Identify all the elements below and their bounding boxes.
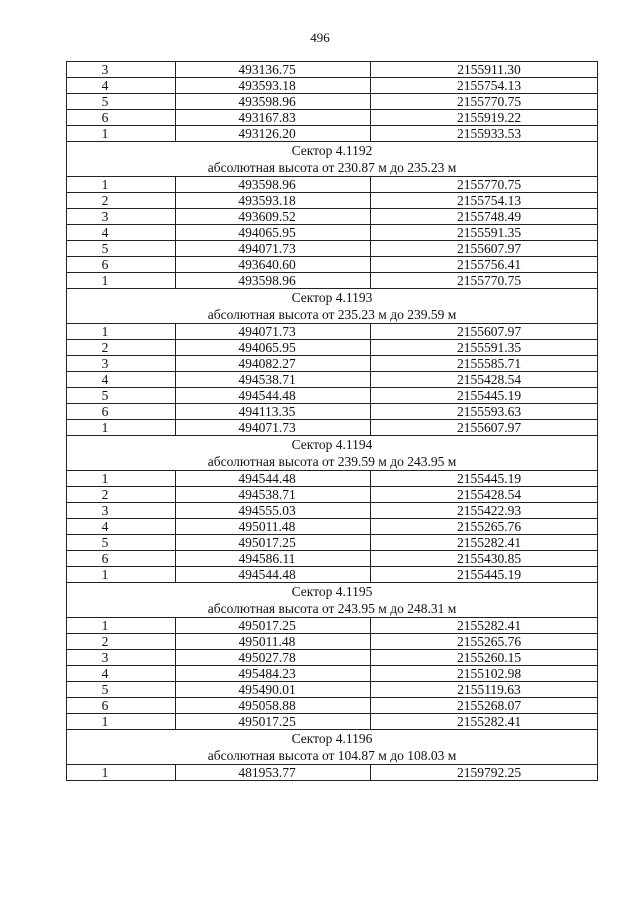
point-number-value: 1 [101,126,109,141]
x-coordinate-cell [176,177,371,193]
point-number-value: 1 [101,273,109,288]
y-coordinate-cell [371,765,598,781]
table-row [67,62,598,78]
point-number-cell [67,126,176,142]
y-coordinate-cell [371,324,598,340]
x-coordinate-value: 494555.03 [238,503,296,518]
coordinates-table-body [67,62,598,781]
point-number-value: 4 [101,519,109,534]
table-row [67,420,598,436]
y-coordinate-cell [371,225,598,241]
y-coordinate-cell [371,650,598,666]
y-coordinate-value: 2155430.85 [456,551,522,566]
sector-title: Сектор 4.1192 [67,142,598,160]
point-number-value: 1 [101,618,109,633]
x-coordinate-cell [176,487,371,503]
point-number-cell [67,209,176,225]
x-coordinate-value: 495011.48 [238,634,296,649]
y-coordinate-cell [371,62,598,78]
x-coordinate-value: 494544.48 [238,471,296,486]
y-coordinate-cell [371,666,598,682]
point-number-cell [67,78,176,94]
y-coordinate-value: 2155428.54 [456,487,522,502]
point-number-cell [67,650,176,666]
y-coordinate-value: 2155756.41 [456,257,522,272]
x-coordinate-cell [176,519,371,535]
sector-title: Сектор 4.1194 [67,436,598,454]
x-coordinate-cell [176,634,371,650]
x-coordinate-cell [176,666,371,682]
point-number-cell [67,698,176,714]
x-coordinate-cell [176,110,371,126]
y-coordinate-cell [371,634,598,650]
point-number-cell [67,503,176,519]
sector-title-row [67,730,598,748]
y-coordinate-cell [371,78,598,94]
y-coordinate-value: 2155282.41 [456,535,522,550]
point-number-value: 6 [101,110,109,125]
x-coordinate-cell [176,324,371,340]
table-row [67,503,598,519]
x-coordinate-value: 494082.27 [238,356,296,371]
point-number-value: 2 [101,193,109,208]
point-number-cell [67,666,176,682]
page-number: 496 [310,30,330,45]
sector-altitude: абсолютная высота от 235.23 м до 239.59 м [67,306,598,324]
point-number-value: 1 [101,471,109,486]
point-number-value: 5 [101,535,109,550]
point-number-cell [67,110,176,126]
y-coordinate-value: 2155591.35 [456,340,522,355]
x-coordinate-cell [176,503,371,519]
table-row [67,78,598,94]
point-number-cell [67,618,176,634]
sector-altitude-row [67,600,598,618]
y-coordinate-value: 2155770.75 [456,94,522,109]
table-row [67,126,598,142]
y-coordinate-value: 2155748.49 [456,209,522,224]
table-row [67,519,598,535]
x-coordinate-cell [176,193,371,209]
y-coordinate-cell [371,110,598,126]
x-coordinate-cell [176,714,371,730]
point-number-value: 1 [101,765,109,780]
x-coordinate-cell [176,241,371,257]
x-coordinate-value: 493126.20 [238,126,296,141]
point-number-cell [67,765,176,781]
table-row [67,209,598,225]
sector-title: Сектор 4.1195 [67,583,598,601]
point-number-value: 3 [101,650,109,665]
table-row [67,273,598,289]
table-row [67,666,598,682]
x-coordinate-cell [176,698,371,714]
sector-altitude-row [67,453,598,471]
point-number-cell [67,241,176,257]
x-coordinate-value: 494538.71 [238,372,296,387]
sector-title: Сектор 4.1196 [67,730,598,748]
point-number-cell [67,388,176,404]
point-number-value: 4 [101,372,109,387]
point-number-cell [67,471,176,487]
point-number-cell [67,340,176,356]
table-row [67,372,598,388]
point-number-value: 3 [101,209,109,224]
point-number-value: 2 [101,634,109,649]
y-coordinate-value: 2155591.35 [456,225,522,240]
sector-title: Сектор 4.1193 [67,289,598,307]
point-number-value: 4 [101,225,109,240]
x-coordinate-value: 493598.96 [238,177,296,192]
point-number-cell [67,94,176,110]
point-number-value: 6 [101,551,109,566]
point-number-value: 6 [101,698,109,713]
y-coordinate-value: 2155911.30 [457,62,521,77]
x-coordinate-value: 494065.95 [238,225,296,240]
x-coordinate-value: 493593.18 [238,78,296,93]
point-number-cell [67,273,176,289]
y-coordinate-value: 2155754.13 [456,193,522,208]
point-number-cell [67,634,176,650]
table-row [67,698,598,714]
table-row [67,110,598,126]
point-number-cell [67,714,176,730]
sector-altitude: абсолютная высота от 230.87 м до 235.23 м [67,159,598,177]
x-coordinate-value: 495484.23 [238,666,296,681]
y-coordinate-cell [371,698,598,714]
x-coordinate-cell [176,404,371,420]
x-coordinate-cell [176,650,371,666]
sector-title-row [67,142,598,160]
sector-altitude: абсолютная высота от 104.87 м до 108.03 м [67,747,598,765]
point-number-cell [67,535,176,551]
point-number-cell [67,324,176,340]
y-coordinate-value: 2155593.63 [456,404,522,419]
y-coordinate-cell [371,682,598,698]
point-number-value: 6 [101,404,109,419]
x-coordinate-cell [176,567,371,583]
point-number-cell [67,257,176,273]
y-coordinate-value: 2155933.53 [456,126,522,141]
point-number-value: 5 [101,94,109,109]
y-coordinate-cell [371,618,598,634]
x-coordinate-cell [176,273,371,289]
sector-altitude-row [67,306,598,324]
y-coordinate-value: 2155445.19 [456,567,522,582]
table-row [67,551,598,567]
x-coordinate-value: 481953.77 [238,765,296,780]
point-number-value: 3 [101,503,109,518]
point-number-cell [67,62,176,78]
point-number-value: 4 [101,666,109,681]
x-coordinate-cell [176,126,371,142]
y-coordinate-value: 2155282.41 [456,714,522,729]
y-coordinate-cell [371,503,598,519]
point-number-cell [67,225,176,241]
point-number-value: 3 [101,356,109,371]
x-coordinate-cell [176,551,371,567]
x-coordinate-cell [176,62,371,78]
x-coordinate-cell [176,257,371,273]
point-number-cell [67,420,176,436]
table-row [67,765,598,781]
table-row [67,356,598,372]
x-coordinate-value: 495027.78 [238,650,296,665]
y-coordinate-value: 2155428.54 [456,372,522,387]
x-coordinate-value: 494544.48 [238,567,296,582]
x-coordinate-cell [176,78,371,94]
point-number-cell [67,177,176,193]
table-row [67,714,598,730]
y-coordinate-value: 2155585.71 [456,356,522,371]
point-number-value: 3 [101,62,109,77]
x-coordinate-cell [176,618,371,634]
y-coordinate-cell [371,714,598,730]
table-row [67,324,598,340]
x-coordinate-value: 494113.35 [238,404,296,419]
y-coordinate-cell [371,519,598,535]
x-coordinate-value: 495490.01 [238,682,296,697]
point-number-cell [67,372,176,388]
y-coordinate-value: 2155607.97 [456,241,522,256]
y-coordinate-cell [371,487,598,503]
table-row [67,634,598,650]
y-coordinate-cell [371,420,598,436]
x-coordinate-value: 493640.60 [238,257,296,272]
y-coordinate-value: 2155754.13 [456,78,522,93]
point-number-cell [67,551,176,567]
y-coordinate-value: 2155770.75 [456,273,522,288]
x-coordinate-value: 494071.73 [238,241,296,256]
table-row [67,241,598,257]
y-coordinate-cell [371,177,598,193]
x-coordinate-value: 493593.18 [238,193,296,208]
coordinates-table [66,61,598,781]
x-coordinate-value: 495017.25 [238,535,296,550]
sector-title-row [67,436,598,454]
table-row [67,257,598,273]
point-number-cell [67,487,176,503]
x-coordinate-value: 495011.48 [238,519,296,534]
table-row [67,404,598,420]
x-coordinate-cell [176,388,371,404]
y-coordinate-cell [371,471,598,487]
y-coordinate-cell [371,551,598,567]
point-number-value: 1 [101,177,109,192]
x-coordinate-cell [176,471,371,487]
point-number-cell [67,567,176,583]
x-coordinate-cell [176,420,371,436]
x-coordinate-cell [176,225,371,241]
point-number-value: 1 [101,714,109,729]
table-row [67,340,598,356]
y-coordinate-cell [371,273,598,289]
x-coordinate-value: 495017.25 [238,618,296,633]
table-row [67,682,598,698]
y-coordinate-value: 2155445.19 [456,388,522,403]
table-row [67,487,598,503]
point-number-value: 5 [101,682,109,697]
point-number-cell [67,193,176,209]
table-row [67,567,598,583]
x-coordinate-cell [176,209,371,225]
table-row [67,193,598,209]
point-number-value: 2 [101,340,109,355]
x-coordinate-value: 493167.83 [238,110,296,125]
table-row [67,535,598,551]
table-row [67,388,598,404]
sector-altitude: абсолютная высота от 243.95 м до 248.31 м [67,600,598,618]
y-coordinate-value: 2155422.93 [456,503,522,518]
x-coordinate-cell [176,340,371,356]
y-coordinate-value: 2155445.19 [456,471,522,486]
y-coordinate-cell [371,340,598,356]
y-coordinate-cell [371,535,598,551]
sector-title-row [67,289,598,307]
y-coordinate-cell [371,94,598,110]
x-coordinate-value: 494586.11 [238,551,296,566]
y-coordinate-cell [371,241,598,257]
x-coordinate-cell [176,682,371,698]
y-coordinate-value: 2159792.25 [456,765,522,780]
y-coordinate-value: 2155260.15 [456,650,522,665]
point-number-value: 1 [101,567,109,582]
point-number-value: 2 [101,487,109,502]
y-coordinate-value: 2155102.98 [456,666,522,681]
x-coordinate-cell [176,535,371,551]
table-row [67,471,598,487]
point-number-value: 1 [101,420,109,435]
x-coordinate-value: 493609.52 [238,209,296,224]
x-coordinate-cell [176,356,371,372]
sector-altitude-row [67,159,598,177]
y-coordinate-cell [371,567,598,583]
table-row [67,225,598,241]
point-number-cell [67,682,176,698]
y-coordinate-value: 2155770.75 [456,177,522,192]
y-coordinate-cell [371,126,598,142]
x-coordinate-value: 494538.71 [238,487,296,502]
point-number-value: 6 [101,257,109,272]
y-coordinate-value: 2155119.63 [457,682,521,697]
table-row [67,618,598,634]
x-coordinate-value: 493598.96 [238,273,296,288]
y-coordinate-value: 2155919.22 [456,110,522,125]
y-coordinate-cell [371,404,598,420]
x-coordinate-value: 493598.96 [238,94,296,109]
y-coordinate-value: 2155607.97 [456,420,522,435]
table-row [67,177,598,193]
point-number-cell [67,356,176,372]
point-number-value: 5 [101,388,109,403]
y-coordinate-value: 2155282.41 [456,618,522,633]
sector-altitude-row [67,747,598,765]
table-row [67,650,598,666]
y-coordinate-value: 2155607.97 [456,324,522,339]
sector-altitude: абсолютная высота от 239.59 м до 243.95 м [67,453,598,471]
y-coordinate-cell [371,388,598,404]
point-number-cell [67,404,176,420]
y-coordinate-cell [371,372,598,388]
x-coordinate-value: 494071.73 [238,420,296,435]
y-coordinate-value: 2155265.76 [456,634,522,649]
x-coordinate-value: 494065.95 [238,340,296,355]
y-coordinate-cell [371,356,598,372]
x-coordinate-value: 494071.73 [238,324,296,339]
x-coordinate-cell [176,765,371,781]
point-number-value: 1 [101,324,109,339]
y-coordinate-cell [371,209,598,225]
point-number-value: 5 [101,241,109,256]
y-coordinate-cell [371,257,598,273]
table-row [67,94,598,110]
x-coordinate-cell [176,372,371,388]
point-number-cell [67,519,176,535]
y-coordinate-cell [371,193,598,209]
x-coordinate-value: 494544.48 [238,388,296,403]
x-coordinate-cell [176,94,371,110]
y-coordinate-value: 2155268.07 [456,698,522,713]
x-coordinate-value: 495058.88 [238,698,296,713]
x-coordinate-value: 493136.75 [238,62,296,77]
y-coordinate-value: 2155265.76 [456,519,522,534]
point-number-value: 4 [101,78,109,93]
sector-title-row [67,583,598,601]
x-coordinate-value: 495017.25 [238,714,296,729]
